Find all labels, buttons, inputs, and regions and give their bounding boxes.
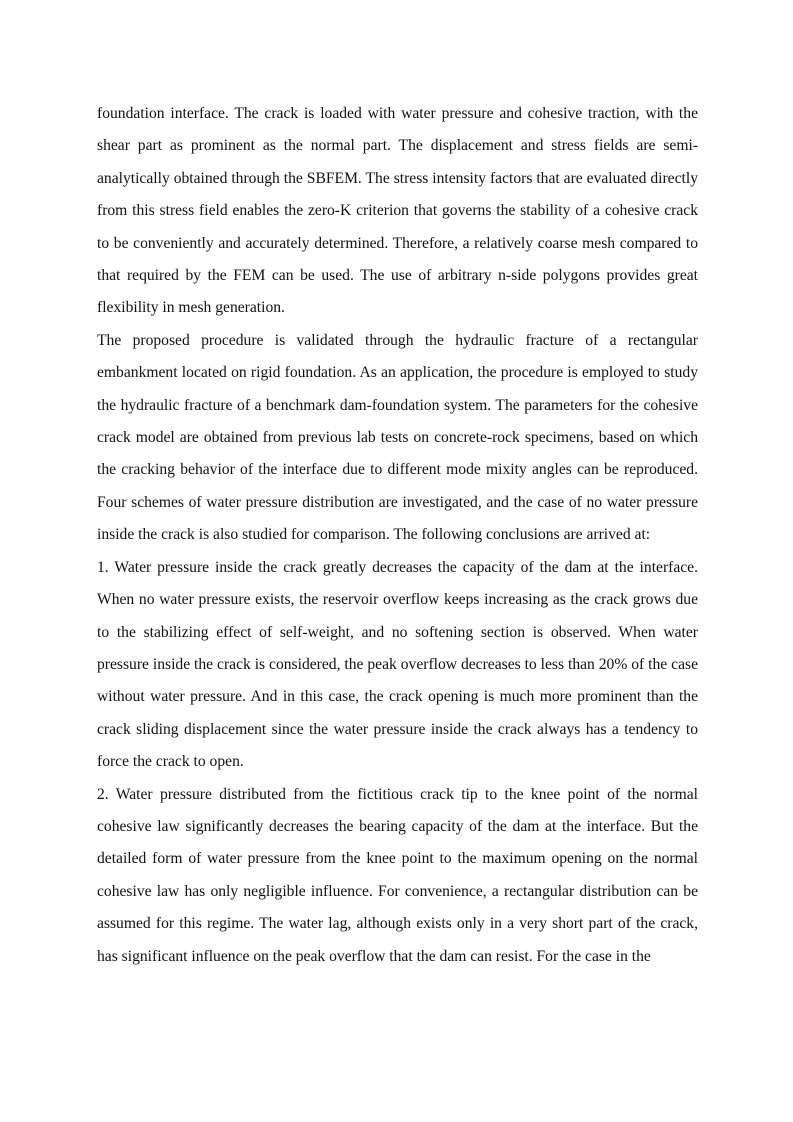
document-page xyxy=(97,98,698,973)
paragraph-validation: The proposed procedure is validated through the hydraulic fracture of a rectangular embankment located on rigid foundation. As an application, the procedure is employed to study the hydraulic fracture of a benchmark dam-foundation system. The parameters for the cohesive crack model are obtained from previous lab tests on concrete-rock specimens, based on which the cracking behavior of the interface due to different mode mixity angles can be reproduced. Four schemes of water pressure distribution are investigated, and the case of no water pressure inside the crack is also studied for comparison. The following conclusions are arrived at: xyxy=(97,331,698,544)
paragraph-method-summary: foundation interface. The crack is loaded with water pressure and cohesive traction, with the shear part as prominent as the normal part. The displacement and stress fields are semi-analytically obtained through the SBFEM. The stress intensity factors that are evaluated directly from this stress field enables the zero-K criterion that governs the stability of a cohesive crack to be conveniently and accurately determined. Therefore, a relatively coarse mesh compared to that required by the FEM can be used. The use of arbitrary n-side polygons provides great flexibility in mesh generation. xyxy=(97,105,698,317)
paragraph-conclusion-2: 2. Water pressure distributed from the fictitious crack tip to the knee point of the normal cohesive law significantly decreases the bearing capacity of the dam at the interface. But the detailed form of water pressure from the knee point to the maximum opening on the normal cohesive law has only negligible influence. For convenience, a rectangular distribution can be assumed for this regime. The water lag, although exists only in a very short part of the crack, has significant influence on the peak overflow that the dam can resist. For the case in the xyxy=(97,785,698,965)
paragraph-conclusion-1: 1. Water pressure inside the crack greatly decreases the capacity of the dam at the interface. When no water pressure exists, the reservoir overflow keeps increasing as the crack grows due to the stabilizing effect of self-weight, and no softening section is observed. When water pressure inside the crack is considered, the peak overflow decreases to less than 20% of the case without water pressure. And in this case, the crack opening is much more prominent than the crack sliding displacement since the water pressure inside the crack always has a tendency to force the crack to open. xyxy=(97,558,698,771)
